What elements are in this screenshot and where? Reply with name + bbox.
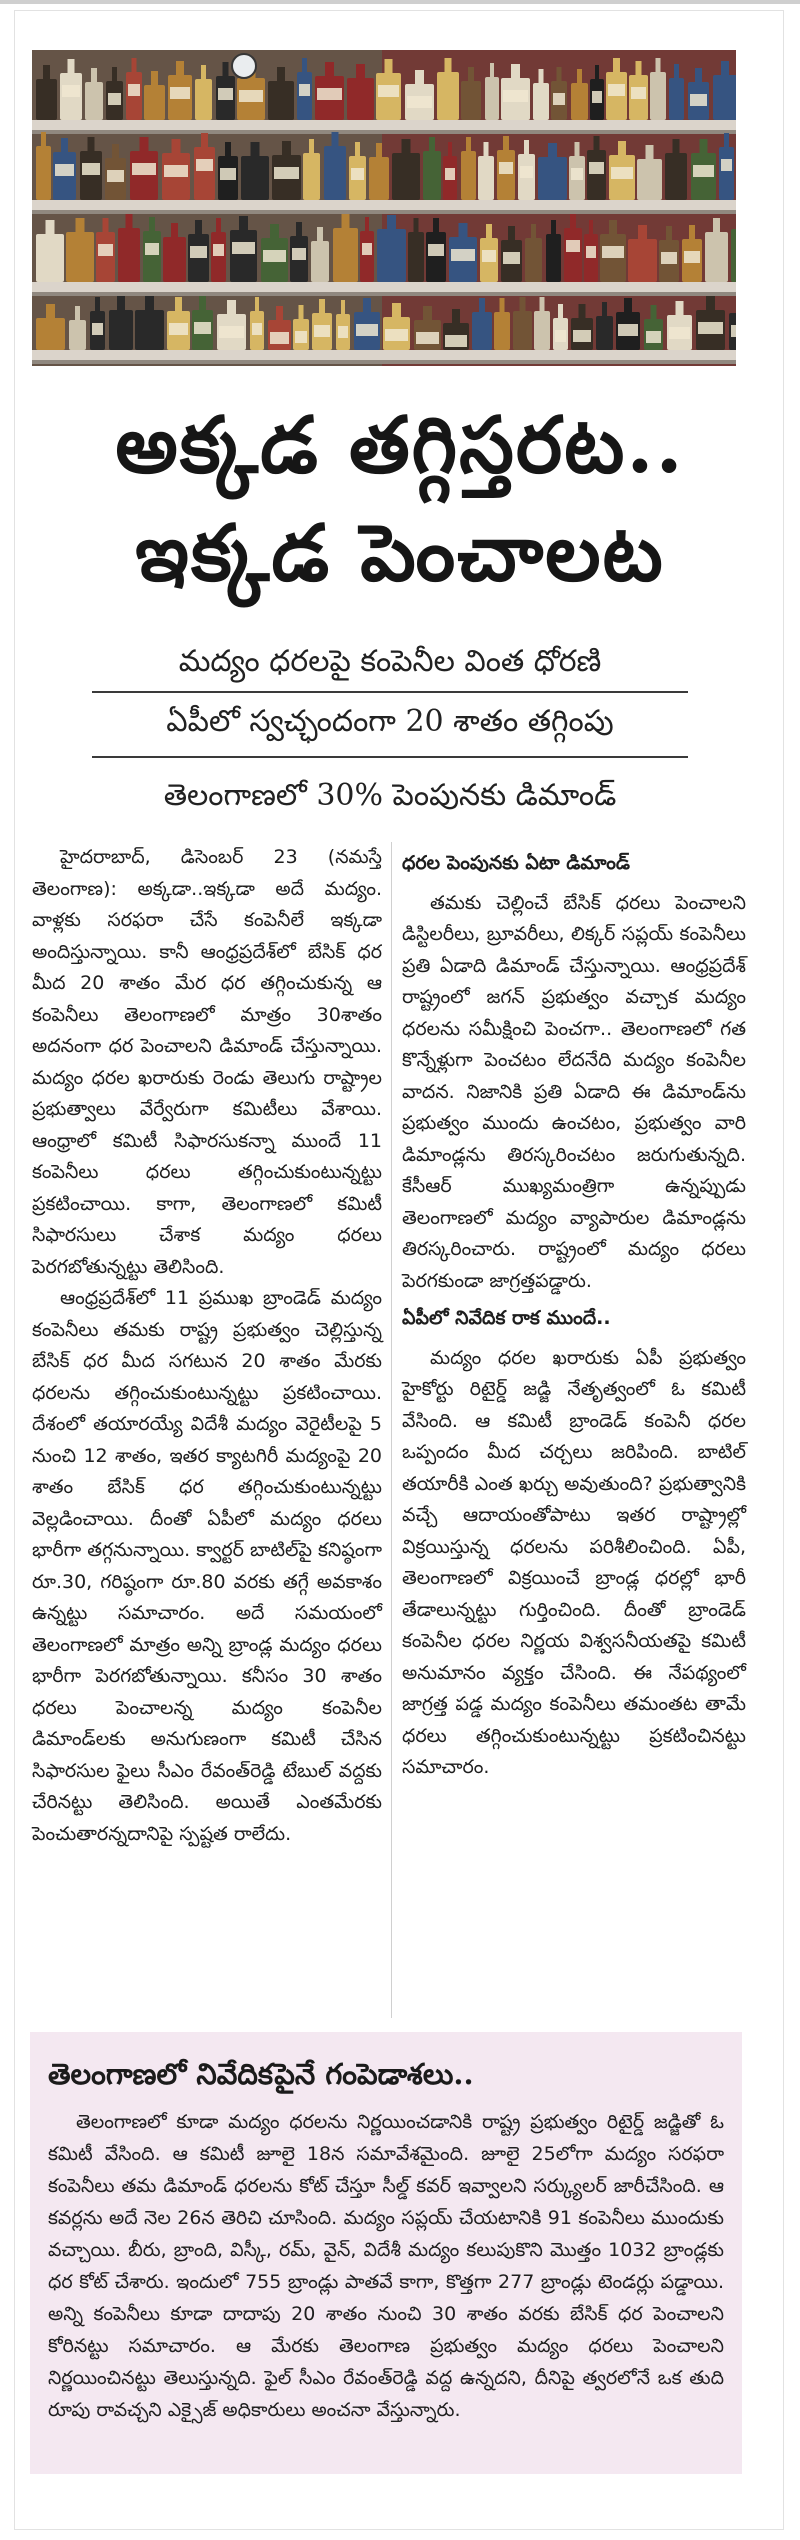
right-column	[402, 842, 746, 1784]
column-divider	[391, 842, 392, 2018]
paragraph: మద్యం ధరల ఖరారుకు ఏపీ ప్రభుత్వం హైకోర్టు రిటైర్డ్ జడ్జి నేతృత్వంలో ఓ కమిటీ వేసింది. ఆ కమిటీ బ్రాండెడ్ కంపెనీ ధరల ఒప్పందం మీద చర్చలు జరిపింది. బాటిల్ తయారీకి ఎంత ఖర్చు అవుతుంది? ప్రభుత్వానికి వచ్చే ఆదాయంతోపాటు ఇతర రాష్ట్రాల్లో విక్రయిస్తున్న ధరలను పరిశీలించింది. ఏపీ, తెలంగాణలో విక్రయించే బ్రాండ్ల ధరల్లో భారీ తేడాలున్నట్టు గుర్తించింది. దీంతో బ్రాండెడ్ కంపెనీల ధరల నిర్ణయ విశ్వసనీయతపై కమిటీ అనుమానం వ్యక్తం చేసింది. ఈ నేపథ్యంలో జాగ్రత్త పడ్డ మద్యం కంపెనీలు తమంతట తామే ధరలు తగ్గించుకుంటున్నట్టు ప్రకటించినట్టు సమాచారం.	[402, 1346, 746, 1778]
left-column	[32, 842, 382, 1850]
paragraph: హైదరాబాద్, డిసెంబర్ 23 (నమస్తే తెలంగాణ): అక్కడా..ఇక్కడా అదే మద్యం. వాళ్లకు సరఫరా చేసే కంపెనీలే ఇక్కడా అందిస్తున్నాయి. కానీ ఆంధ్రప్రదేశ్‌లో బేసిక్ ధర మీద 20 శాతం మేర ధర తగ్గించుకున్న ఆ కంపెనీలు తెలంగాణలో మాత్రం 30శాతం అదనంగా ధర పెంచాలని డిమాండ్ చేస్తున్నాయి. మద్యం ధరల ఖరారుకు రెండు తెలుగు రాష్ట్రాల ప్రభుత్వాలు వేర్వేరుగా కమిటీలు వేశాయి. ఆంధ్రాలో కమిటీ సిఫారసుకన్నా ముందే 11 కంపెనీలు ధరలు తగ్గించుకుంటున్నట్టు ప్రకటించాయి. కాగా, తెలంగాణలో కమిటీ సిఫారసులు చేశాక మద్యం ధరలు పెరగబోతున్నట్టు తెలిసింది.	[32, 846, 382, 1278]
top-border	[0, 0, 800, 4]
subheading-rule	[92, 691, 688, 693]
section-heading: ధరల పెంపునకు ఏటా డిమాండ్	[402, 852, 630, 874]
headline-line-2: ఇక్కడ పెంచాలట	[135, 508, 665, 599]
paragraph: తమకు చెల్లించే బేసిక్ ధరలు పెంచాలని డిస్టిలరీలు, బ్రూవరీలు, లిక్కర్ సప్లయ్ కంపెనీలు ప్రతి ఏడాది డిమాండ్ చేస్తున్నాయి. ఆంధ్రప్రదేశ్ రాష్ట్రంలో జగన్ ప్రభుత్వం వచ్చాక మద్యం ధరలను సమీక్షించి పెంచగా.. తెలంగాణలో గత కొన్నేళ్లుగా పెంచటం లేదనేది మద్యం కంపెనీల వాదన. నిజానికి ప్రతి ఏడాది ఈ డిమాండ్‌ను ప్రభుత్వం ముందు ఉంచటం, ప్రభుత్వం వారి డిమాండ్లను తిరస్కరించటం జరుగుతున్నది. కేసీఆర్ ముఖ్యమంత్రిగా ఉన్నప్పుడు తెలంగాణలో మద్యం వ్యాపారుల డిమాండ్లను తిరస్కరించారు. రాష్ట్రంలో మద్యం ధరలు పెరగకుండా జాగ్రత్తపడ్డారు.	[402, 891, 746, 1292]
box-title: తెలంగాణలో నివేదికపైనే గంపెడాశలు..	[48, 2057, 474, 2091]
liquor-shelves-photo	[32, 50, 736, 366]
paragraph: ఆంధ్రప్రదేశ్‌లో 11 ప్రముఖ బ్రాండెడ్ మద్యం కంపెనీలు తమకు రాష్ట్ర ప్రభుత్వం చెల్లిస్తున్న బేసిక్ ధర మీద సగటున 20 శాతం మేరకు ధరలను తగ్గించుకుంటున్నట్టు ప్రకటించాయి. దేశంలో తయారయ్యే విదేశీ మద్యం వెరైటీలపై 5 నుంచి 12 శాతం, ఇతర క్యాటగిరీ మద్యంపై 20 శాతం బేసిక్ ధర తగ్గించుకుంటున్నట్టు వెల్లడించాయి. దీంతో ఏపీలో మద్యం ధరలు భారీగా తగ్గనున్నాయి. క్వార్టర్ బాటిల్‌పై కనిష్ఠంగా రూ.30, గరిష్ఠంగా రూ.80 వరకు తగ్గే అవకాశం ఉన్నట్టు సమాచారం. అదే సమయంలో తెలంగాణలో మాత్రం అన్ని బ్రాండ్ల మద్యం ధరలు భారీగా పెరగబోతున్నాయి. కనీసం 30 శాతం ధరలు పెంచాలన్న మద్యం కంపెనీల డిమాండ్‌లకు అనుగుణంగా కమిటీ చేసిన సిఫారసుల ఫైలు సీఎం రేవంత్‌రెడ్డి టేబుల్ వద్దకు చేరినట్టు తెలిసింది. అయితే ఎంతమేరకు పెంచుతారన్నదానిపై స్పష్టత రాలేదు.	[32, 1287, 382, 1845]
subheading-1: మద్యం ధరలపై కంపెనీల వింత ధోరణి	[178, 644, 602, 679]
subheading-2: ఏపీలో స్వచ్ఛందంగా 20 శాతం తగ్గింపు	[166, 704, 614, 739]
headline-line-1: అక్కడ తగ్గిస్తరట..	[115, 400, 685, 491]
box-text	[48, 2106, 724, 2426]
subheading-3: తెలంగాణలో 30% పెంపునకు డిమాండ్	[163, 778, 617, 813]
paragraph: తెలంగాణలో కూడా మద్యం ధరలను నిర్ణయించడానికి రాష్ట్ర ప్రభుత్వం రిటైర్డ్ జడ్జితో ఓ కమిటీ వేసింది. ఆ కమిటీ జూలై 18న సమావేశమైంది. జూలై 25లోగా మద్యం సరఫరా కంపెనీలు తమ డిమాండ్ ధరలను కోట్ చేస్తూ సీల్డ్ కవర్ ఇవ్వాలని సర్క్యులర్ జారీచేసింది. ఆ కవర్లను అదే నెల 26న తెరిచి చూసింది. మద్యం సప్లయ్ చేయటానికి 91 కంపెనీలు ముందుకు వచ్చాయి. బీరు, బ్రాంది, విస్కీ, రమ్, వైన్, విదేశీ మద్యం కలుపుకొని మొత్తం 1032 బ్రాండ్లకు ధర కోట్ చేశారు. ఇందులో 755 బ్రాండ్లు పాతవే కాగా, కొత్తగా 277 బ్రాండ్లు టెండర్లు పడ్డాయి. అన్ని కంపెనీలు కూడా దాదాపు 20 శాతం నుంచి 30 శాతం వరకు బేసిక్ ధర పెంచాలని కోరినట్టు సమాచారం. ఆ మేరకు తెలంగాణ ప్రభుత్వం మద్యం ధరలు పెంచాలని నిర్ణయించినట్టు తెలుస్తున్నది. ఫైల్ సీఎం రేవంత్‌రెడ్డి వద్ద ఉన్నదని, దీనిపై త్వరలోనే ఒక తుది రూపు రావచ్చని ఎక్సైజ్ అధికారులు అంచనా వేస్తున్నారు.	[48, 2111, 724, 2421]
section-heading: ఏపీలో నివేదిక రాక ముందే..	[402, 1307, 611, 1329]
subheading-rule	[92, 756, 688, 758]
